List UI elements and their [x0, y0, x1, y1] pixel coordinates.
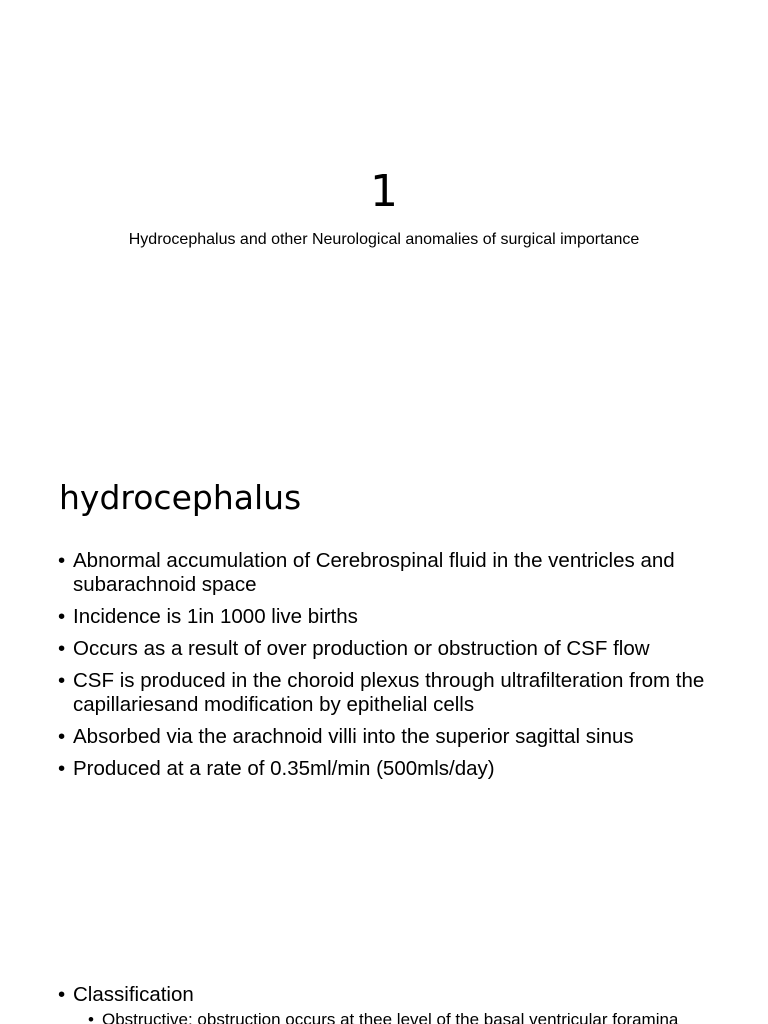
bullet-text: Occurs as a result of over production or obstruction of CSF flow	[73, 637, 650, 660]
sub-bullet-item	[88, 1009, 758, 1024]
bullet-icon: •	[58, 725, 66, 748]
sub-bullet-list	[73, 1009, 758, 1024]
bullet-item	[58, 549, 718, 597]
sub-bullet-icon: •	[88, 1010, 94, 1024]
bullet-item	[58, 725, 718, 749]
bullet-item	[58, 983, 758, 1024]
classification-slide	[0, 864, 768, 1024]
sub-bullet-text: Obstructive: obstruction occurs at thee level of the basal ventricular foramina	[102, 1010, 679, 1024]
bullet-text: CSF is produced in the choroid plexus through ultrafilteration from the capillariesand modification by epithelial cells	[73, 669, 705, 716]
slide-subtitle: Hydrocephalus and other Neurological anomalies of surgical importance	[128, 231, 640, 248]
hydrocephalus-slide	[0, 432, 768, 864]
bullet-text: Abnormal accumulation of Cerebrospinal fluid in the ventricles and subarachnoid space	[73, 549, 675, 596]
bullet-icon: •	[58, 983, 66, 1006]
slide-heading: hydrocephalus	[59, 478, 302, 517]
bullet-text: Incidence is 1in 1000 live births	[73, 605, 358, 628]
bullet-list	[58, 983, 758, 1024]
bullet-list	[58, 549, 718, 789]
bullet-icon: •	[58, 605, 66, 628]
bullet-icon: •	[58, 637, 66, 660]
bullet-text: Produced at a rate of 0.35ml/min (500mls/day)	[73, 757, 495, 780]
bullet-item	[58, 669, 718, 717]
bullet-text: Absorbed via the arachnoid villi into the superior sagittal sinus	[73, 725, 634, 748]
bullet-icon: •	[58, 669, 66, 692]
bullet-item	[58, 637, 718, 661]
title-slide	[0, 0, 768, 432]
bullet-icon: •	[58, 549, 66, 572]
bullet-icon: •	[58, 757, 66, 780]
slide-number: 1	[370, 166, 398, 217]
bullet-item	[58, 757, 718, 781]
bullet-item	[58, 605, 718, 629]
bullet-text: Classification	[73, 983, 194, 1006]
